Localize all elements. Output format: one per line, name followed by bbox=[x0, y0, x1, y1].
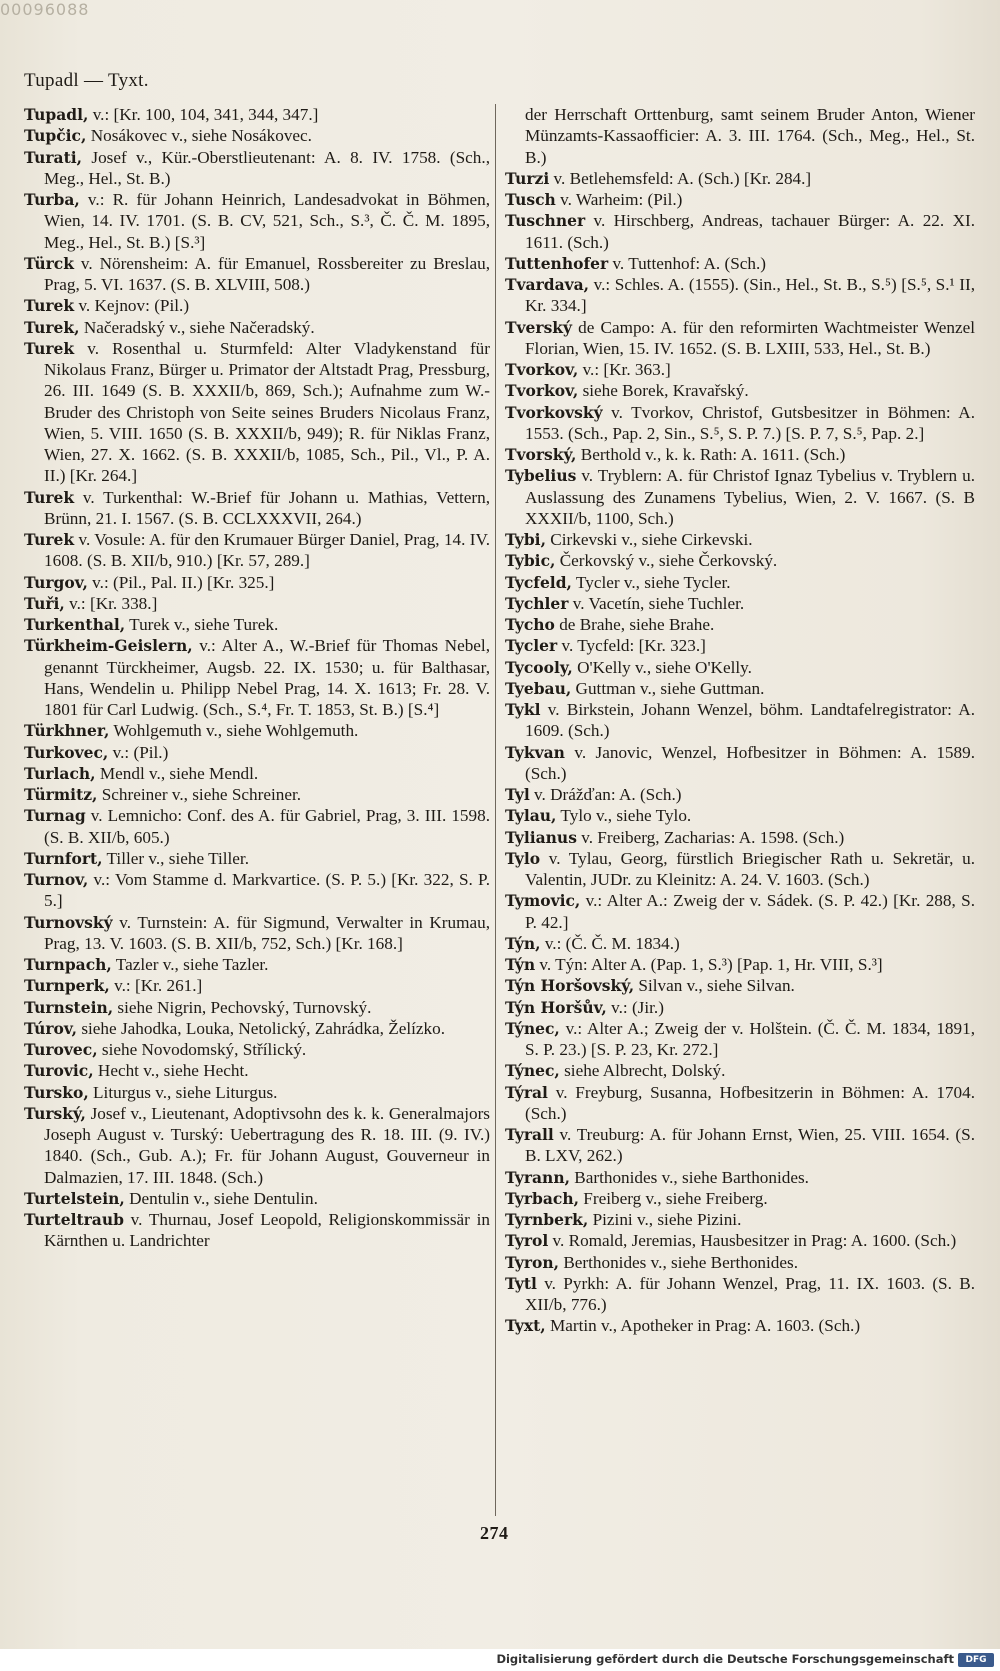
dictionary-entry bbox=[505, 1188, 975, 1209]
dictionary-entry bbox=[505, 380, 975, 401]
entry-headword: Tykvan bbox=[505, 742, 565, 762]
entry-text: v. Tylau, Georg, fürstlich Briegischer Rath u. Sekretär, u. Valentin, JUDr. zu Kleinitz: A. 24. V. 1603. (Sch.) bbox=[525, 848, 975, 889]
entry-headword: Tyxt, bbox=[505, 1316, 546, 1336]
dictionary-entry bbox=[24, 147, 490, 190]
dictionary-entry bbox=[24, 1018, 490, 1039]
entry-text: v.: [Kr. 100, 104, 341, 344, 347.] bbox=[88, 105, 319, 124]
entry-headword: Tyebau, bbox=[505, 678, 572, 698]
entry-text: v. Tuttenhof: A. (Sch.) bbox=[608, 253, 767, 273]
entry-headword: Tytl bbox=[505, 1273, 537, 1293]
dictionary-entry bbox=[505, 614, 975, 635]
entry-headword: Tverský bbox=[505, 317, 573, 337]
entry-headword: Turteltraub bbox=[24, 1210, 124, 1229]
entry-headword: Tuři, bbox=[24, 593, 65, 613]
dictionary-entry bbox=[505, 189, 975, 210]
dictionary-entry bbox=[505, 954, 975, 975]
entry-headword: Türkheim-Geislern, bbox=[24, 636, 193, 656]
entry-text: Mendl v., siehe Mendl. bbox=[95, 763, 259, 783]
entry-text: v. Romald, Jeremias, Hausbesitzer in Prag: A. 1600. (Sch.) bbox=[548, 1231, 957, 1251]
entry-headword: Týn Horšův, bbox=[505, 997, 607, 1017]
entry-headword: Tyrann, bbox=[505, 1167, 570, 1187]
dictionary-entry bbox=[24, 975, 490, 996]
dictionary-entry bbox=[24, 253, 490, 296]
entry-headword: Turnperk, bbox=[24, 976, 110, 996]
dictionary-entry bbox=[505, 848, 975, 891]
left-column bbox=[24, 104, 490, 1252]
running-head: Tupadl — Tyxt. bbox=[24, 70, 149, 91]
entry-headword: Tycfeld, bbox=[505, 572, 572, 592]
dictionary-entry bbox=[505, 1124, 975, 1167]
entry-headword: Turzi bbox=[505, 168, 550, 188]
dictionary-entry bbox=[505, 1018, 975, 1061]
entry-headword: Tylo bbox=[505, 848, 541, 868]
entry-headword: Turnov, bbox=[24, 870, 89, 889]
entry-headword: Turkovec, bbox=[24, 742, 109, 762]
entry-headword: Turnpach, bbox=[24, 955, 112, 974]
entry-text: de Brahe, siehe Brahe. bbox=[554, 615, 715, 634]
entry-text: Wohlgemuth v., siehe Wohlgemuth. bbox=[109, 721, 359, 741]
dfg-logo-icon: DFG bbox=[958, 1653, 994, 1667]
entry-text: v. Janovic, Wenzel, Hofbesitzer in Böhmen: A. 1589. (Sch.) bbox=[525, 742, 975, 783]
entry-text: Dentulin v., siehe Dentulin. bbox=[124, 1188, 318, 1208]
entry-text: Hecht v., siehe Hecht. bbox=[93, 1061, 249, 1081]
entry-headword: Turovec, bbox=[24, 1040, 98, 1059]
dictionary-entry bbox=[505, 274, 975, 317]
entry-headword: Týn Horšovský, bbox=[505, 976, 635, 996]
dictionary-entry bbox=[24, 869, 490, 912]
dictionary-entry bbox=[505, 635, 975, 656]
dictionary-entry bbox=[24, 1209, 490, 1252]
entry-headword: Tvorský, bbox=[505, 445, 577, 464]
entry-text: de Campo: A. für den reformirten Wachtmeister Wenzel Florian, Wien, 15. IV. 1652. (S. B. LXIII, 533, Hel., St. B.) bbox=[525, 317, 975, 358]
entry-text: siehe Borek, Kravařský. bbox=[578, 381, 749, 401]
entry-text: v. Tvorkov, Christof, Gutsbesitzer in Böhmen: A. 1553. (Sch., Pap. 2, Sin., S.⁵, S. P. 7.) [S. P. 7, S.⁵, Pap. 2.] bbox=[525, 402, 975, 443]
entry-headword: Tuschner bbox=[505, 211, 586, 231]
dictionary-entry bbox=[505, 317, 975, 360]
dictionary-entry bbox=[505, 444, 975, 465]
entry-text: Schreiner v., siehe Schreiner. bbox=[97, 785, 302, 804]
entry-text: v. Freyburg, Susanna, Hofbesitzerin in Böhmen: A. 1704. (Sch.) bbox=[525, 1082, 975, 1123]
entry-text: v.: (Pil., Pal. II.) [Kr. 325.] bbox=[87, 572, 275, 592]
entry-text: Freiberg v., siehe Freiberg. bbox=[579, 1188, 768, 1208]
dictionary-entry bbox=[24, 593, 490, 614]
entry-headword: Turkenthal, bbox=[24, 615, 126, 634]
dictionary-entry bbox=[505, 1209, 975, 1230]
dictionary-entry bbox=[24, 529, 490, 572]
entry-text: Barthonides v., siehe Barthonides. bbox=[569, 1167, 809, 1187]
dictionary-entry bbox=[24, 763, 490, 784]
entry-headword: Tvorkov, bbox=[505, 381, 579, 401]
entry-headword: Turek, bbox=[24, 317, 80, 337]
entry-headword: Týral bbox=[505, 1082, 548, 1102]
entry-headword: Tvorkov, bbox=[505, 360, 579, 379]
dictionary-entry bbox=[24, 487, 490, 530]
entry-text: v. Drážďan: A. (Sch.) bbox=[529, 785, 682, 804]
entry-headword: Tvardava, bbox=[505, 275, 590, 294]
page-number: 274 bbox=[480, 1523, 509, 1543]
footer-bar bbox=[0, 1649, 1000, 1671]
entry-headword: Turati, bbox=[24, 147, 83, 167]
entry-headword: Turnstein, bbox=[24, 997, 114, 1017]
entry-text: Berthold v., k. k. Rath: A. 1611. (Sch.) bbox=[576, 445, 846, 464]
dictionary-entry bbox=[24, 912, 490, 955]
entry-text: v. Tycfeld: [Kr. 323.] bbox=[557, 636, 706, 656]
entry-text: v. Pyrkh: A. für Johann Wenzel, Prag, 11. IX. 1603. (S. B. XII/b, 776.) bbox=[525, 1273, 975, 1314]
entry-headword: Tyrbach, bbox=[505, 1188, 579, 1208]
entry-headword: Tybelius bbox=[505, 466, 577, 486]
dictionary-entry bbox=[24, 805, 490, 848]
dictionary-entry bbox=[505, 933, 975, 954]
scan-id-mark: 00096088 bbox=[0, 0, 90, 19]
dictionary-entry bbox=[505, 572, 975, 593]
dictionary-entry bbox=[24, 317, 490, 338]
dictionary-entry bbox=[505, 593, 975, 614]
entry-headword: Tybi, bbox=[505, 530, 546, 549]
entry-text: siehe Nigrin, Pechovský, Turnovský. bbox=[113, 997, 372, 1017]
entry-text: v. Thurnau, Josef Leopold, Religionskommissär in Kärnthen u. Landrichter bbox=[44, 1210, 490, 1251]
entry-text: v.: Alter A.: Zweig der v. Sádek. (S. P. 42.) [Kr. 288, S. P. 42.] bbox=[525, 891, 975, 932]
dictionary-entry bbox=[24, 104, 490, 125]
entry-text: Berthonides v., siehe Berthonides. bbox=[559, 1252, 799, 1272]
entry-headword: Tykl bbox=[505, 700, 541, 719]
entry-headword: Turský, bbox=[24, 1103, 86, 1123]
entry-headword: Tvorkovský bbox=[505, 402, 603, 422]
entry-text: v. Lemnicho: Conf. des A. für Gabriel, Prag, 3. III. 1598. (S. B. XII/b, 605.) bbox=[44, 806, 490, 847]
entry-headword: Tyrol bbox=[505, 1231, 549, 1251]
entry-text: v.: (Jir.) bbox=[606, 997, 664, 1017]
entry-text: v. Hirschberg, Andreas, tachauer Bürger: A. 22. XI. 1611. (Sch.) bbox=[525, 211, 975, 252]
entry-headword: Tycooly, bbox=[505, 657, 573, 677]
dictionary-entry bbox=[505, 210, 975, 253]
entry-text: O'Kelly v., siehe O'Kelly. bbox=[572, 657, 752, 677]
dictionary-entry bbox=[24, 742, 490, 763]
dictionary-entry bbox=[505, 550, 975, 571]
entry-text: Silvan v., siehe Silvan. bbox=[634, 976, 795, 996]
entry-headword: Týnec, bbox=[505, 1018, 560, 1038]
entry-text: Čerkovský v., siehe Čerkovský. bbox=[555, 551, 778, 571]
dictionary-entry bbox=[505, 1060, 975, 1081]
entry-headword: Turlach, bbox=[24, 763, 96, 783]
entry-headword: Tyl bbox=[505, 785, 530, 804]
entry-headword: Turek bbox=[24, 338, 75, 358]
dictionary-entry bbox=[505, 784, 975, 805]
entry-headword: Turtelstein, bbox=[24, 1188, 125, 1208]
entry-text: siehe Albrecht, Dolský. bbox=[559, 1061, 726, 1081]
entry-text: v.: Alter A., W.-Brief für Thomas Nebel, genannt Türckheimer, Augsb. 22. IX. 1530; u. für Balthasar, Hans, Wendelin u. Philipp Nebel Prag, 14. X. 1613; Fr. 28. V. 1801 für Carl Ludwig. (Sch., S.⁴, Fr. T. 1853, St. B.) [S.⁴] bbox=[44, 636, 490, 719]
entry-text: Tylo v., siehe Tylo. bbox=[556, 806, 692, 826]
entry-text: Cirkevski v., siehe Cirkevski. bbox=[545, 530, 753, 549]
dictionary-entry bbox=[24, 1082, 490, 1103]
dictionary-entry bbox=[505, 1167, 975, 1188]
dictionary-entry bbox=[24, 848, 490, 869]
entry-text: Turek v., siehe Turek. bbox=[125, 615, 279, 634]
entry-text: v.: (Č. Č. M. 1834.) bbox=[540, 933, 680, 953]
entry-headword: Türmitz, bbox=[24, 785, 98, 804]
dictionary-entry bbox=[505, 529, 975, 550]
dictionary-entry bbox=[505, 168, 975, 189]
entry-text: v. Turnstein: A. für Sigmund, Verwalter in Krumau, Prag, 13. V. 1603. (S. B. XII/b, 752, Sch.) [Kr. 168.] bbox=[44, 912, 490, 953]
entry-text: Liturgus v., siehe Liturgus. bbox=[88, 1082, 278, 1102]
entry-headword: Tylau, bbox=[505, 806, 557, 826]
entry-text: Tazler v., siehe Tazler. bbox=[111, 955, 269, 974]
entry-headword: Tupadl, bbox=[24, 105, 89, 124]
entry-headword: Tybic, bbox=[505, 551, 556, 571]
entry-headword: Turek bbox=[24, 296, 75, 316]
dictionary-entry bbox=[505, 805, 975, 826]
dictionary-entry bbox=[24, 720, 490, 741]
entry-text: Josef v., Kür.-Oberstlieutenant: A. 8. IV. 1758. (Sch., Meg., Hel., St. B.) bbox=[44, 147, 490, 188]
entry-headword: Tyron, bbox=[505, 1252, 560, 1272]
entry-headword: Turgov, bbox=[24, 572, 88, 592]
dictionary-entry bbox=[24, 338, 490, 487]
dictionary-entry bbox=[24, 189, 490, 253]
entry-headword: Tycler bbox=[505, 636, 558, 656]
dictionary-entry bbox=[505, 975, 975, 996]
entry-headword: Turba, bbox=[24, 190, 80, 209]
dictionary-entry bbox=[505, 742, 975, 785]
dictionary-entry bbox=[24, 954, 490, 975]
right-column bbox=[505, 104, 975, 1337]
dictionary-entry bbox=[24, 295, 490, 316]
dictionary-entry bbox=[505, 253, 975, 274]
entry-text: Tycler v., siehe Tycler. bbox=[571, 572, 731, 592]
entry-text: v. Nörensheim: A. für Emanuel, Rossbereiter zu Breslau, Prag, 5. VI. 1637. (S. B. XLVIII, 508.) bbox=[44, 253, 490, 294]
dictionary-entry bbox=[505, 402, 975, 445]
entry-text: v.: [Kr. 363.] bbox=[578, 360, 671, 379]
dictionary-entry bbox=[24, 1188, 490, 1209]
entry-headword: Turnfort, bbox=[24, 848, 103, 868]
entry-text: v.: [Kr. 338.] bbox=[64, 593, 158, 613]
entry-headword: Turovic, bbox=[24, 1061, 94, 1081]
dictionary-entry bbox=[24, 614, 490, 635]
entry-text: Guttman v., siehe Guttman. bbox=[571, 678, 765, 698]
entry-text: Tiller v., siehe Tiller. bbox=[102, 848, 249, 868]
entry-text: v.: R. für Johann Heinrich, Landesadvokat in Böhmen, Wien, 14. IV. 1701. (S. B. CV, 521, Sch., S.³, Č. Č. M. 1895, Meg., Hel., St. B.) [S.³] bbox=[44, 190, 490, 252]
entry-headword: Tupčic, bbox=[24, 126, 87, 146]
entry-headword: Tycho bbox=[505, 615, 555, 634]
dictionary-entry bbox=[505, 104, 975, 168]
entry-headword: Tursko, bbox=[24, 1082, 89, 1102]
dictionary-entry bbox=[505, 678, 975, 699]
dictionary-entry bbox=[24, 997, 490, 1018]
dictionary-entry bbox=[24, 1103, 490, 1188]
dictionary-entry bbox=[505, 1273, 975, 1316]
dictionary-entry bbox=[505, 699, 975, 742]
entry-text: v. Birkstein, Johann Wenzel, böhm. Landtafelregistrator: A. 1609. (Sch.) bbox=[525, 700, 975, 741]
entry-headword: Tymovic, bbox=[505, 891, 581, 911]
entry-text: Pizini v., siehe Pizini. bbox=[588, 1210, 742, 1229]
entry-headword: Türkhner, bbox=[24, 721, 110, 741]
entry-text: v. Freiberg, Zacharias: A. 1598. (Sch.) bbox=[576, 827, 845, 847]
entry-text: der Herrschaft Orttenburg, samt seinem Bruder Anton, Wiener Münzamts-Kassaofficier: A. 3. III. 1764. (Sch., Meg., Hel., St. B.) bbox=[525, 105, 975, 167]
entry-headword: Týn bbox=[505, 955, 536, 974]
dictionary-entry bbox=[505, 1230, 975, 1251]
entry-text: siehe Novodomský, Střílický. bbox=[97, 1040, 307, 1059]
entry-text: v. Kejnov: (Pil.) bbox=[74, 296, 190, 316]
entry-headword: Týnec, bbox=[505, 1061, 560, 1081]
dictionary-entry bbox=[505, 657, 975, 678]
dictionary-entry bbox=[505, 890, 975, 933]
entry-text: v. Warheim: (Pil.) bbox=[555, 190, 683, 209]
dictionary-entry bbox=[505, 1082, 975, 1125]
entry-text: v. Vosule: A. für den Krumauer Bürger Daniel, Prag, 14. IV. 1608. (S. B. XII/b, 910.) [Kr. 57, 289.] bbox=[44, 530, 490, 571]
dictionary-entry bbox=[505, 997, 975, 1018]
entry-text: Nosákovec v., siehe Nosákovec. bbox=[86, 126, 312, 146]
entry-text: v.: Alter A.; Zweig der v. Holštein. (Č. Č. M. 1834, 1891, S. P. 23.) [S. P. 23, Kr. 272.] bbox=[525, 1018, 975, 1059]
dictionary-entry bbox=[24, 784, 490, 805]
entry-text: v.: Schles. A. (1555). (Sin., Hel., St. B., S.⁵) [S.⁵, S.¹ II, Kr. 334.] bbox=[525, 275, 975, 316]
entry-text: v. Rosenthal u. Sturmfeld: Alter Vladykenstand für Nikolaus Franz, Bürger u. Primator der Altstadt Prag, Pressburg, 26. III. 1649 (S. B. XXXII/b, 869, Sch.); Aufnahme zum W.-Bruder des Christoph von Seite seines Bruders Nicolaus Franz, Wien, 5. VIII. 1650 (S. B. XXXII/b, 949); R. für Niklas Franz, Wien, 27. X. 1662. (S. B. XXXII/b, 1085, Sch., Pil., Vl., P. A. II.) [Kr. 264.] bbox=[44, 338, 490, 486]
dictionary-entry bbox=[505, 1252, 975, 1273]
entry-text: Načeradský v., siehe Načeradský. bbox=[79, 317, 315, 337]
dictionary-entry bbox=[505, 465, 975, 529]
entry-text: v. Treuburg: A. für Johann Ernst, Wien, 25. VIII. 1654. (S. B. LXV, 262.) bbox=[525, 1125, 975, 1166]
funding-credit: Digitalisierung gefördert durch die Deutsche Forschungsgemeinschaft bbox=[496, 1652, 954, 1666]
entry-headword: Turnovský bbox=[24, 912, 113, 932]
entry-headword: Tusch bbox=[505, 190, 556, 209]
dictionary-entry bbox=[24, 1060, 490, 1081]
dictionary-entry bbox=[505, 1315, 975, 1336]
entry-headword: Türck bbox=[24, 253, 74, 273]
entry-text: Josef v., Lieutenant, Adoptivsohn des k. k. Generalmajors Joseph August v. Turský: Uebertragung des R. 18. III. (9. IV.) 1840. (Sch., Gub. A.); Fr. für Johann August, Gouverneur in Dalmazien, 17. III. 1848. (Sch.) bbox=[44, 1103, 490, 1187]
entry-text: v.: (Pil.) bbox=[108, 742, 169, 762]
entry-text: v. Týn: Alter A. (Pap. 1, S.³) [Pap. 1, Hr. VIII, S.³] bbox=[535, 955, 883, 974]
entry-text: v. Tryblern: A. für Christof Ignaz Tybelius v. Tryblern u. Auslassung des Zunamens Tybelius, Wien, 2. V. 1667. (S. B XXXII/b, 1100, Sch.) bbox=[525, 466, 975, 528]
entry-text: v. Turkenthal: W.-Brief für Johann u. Mathias, Vettern, Brünn, 21. I. 1567. (S. B. CCLXXXVII, 264.) bbox=[44, 487, 490, 528]
entry-headword: Tuttenhofer bbox=[505, 253, 609, 273]
dictionary-entry bbox=[505, 359, 975, 380]
entry-headword: Túrov, bbox=[24, 1018, 78, 1038]
entry-text: v.: [Kr. 261.] bbox=[109, 976, 203, 996]
entry-text: siehe Jahodka, Louka, Netolický, Zahrádka, Želízko. bbox=[77, 1018, 446, 1038]
dictionary-entry bbox=[24, 1039, 490, 1060]
entry-headword: Týn, bbox=[505, 933, 541, 953]
entry-text: v. Vacetín, siehe Tuchler. bbox=[568, 593, 745, 613]
entry-headword: Turek bbox=[24, 487, 75, 507]
entry-headword: Turnag bbox=[24, 806, 86, 826]
dictionary-entry bbox=[505, 827, 975, 848]
column-divider bbox=[495, 104, 496, 1516]
dictionary-entry bbox=[24, 635, 490, 720]
entry-text: v.: Vom Stamme d. Markvartice. (S. P. 5.) [Kr. 322, S. P. 5.] bbox=[44, 870, 490, 911]
entry-text: Martin v., Apotheker in Prag: A. 1603. (Sch.) bbox=[545, 1316, 861, 1336]
entry-headword: Tyrnberk, bbox=[505, 1210, 589, 1229]
dictionary-entry bbox=[24, 572, 490, 593]
entry-headword: Tylianus bbox=[505, 827, 577, 847]
dictionary-entry bbox=[24, 125, 490, 146]
entry-headword: Turek bbox=[24, 530, 75, 549]
entry-headword: Tyrall bbox=[505, 1125, 554, 1144]
entry-text: v. Betlehemsfeld: A. (Sch.) [Kr. 284.] bbox=[549, 168, 812, 188]
entry-headword: Tychler bbox=[505, 593, 569, 613]
